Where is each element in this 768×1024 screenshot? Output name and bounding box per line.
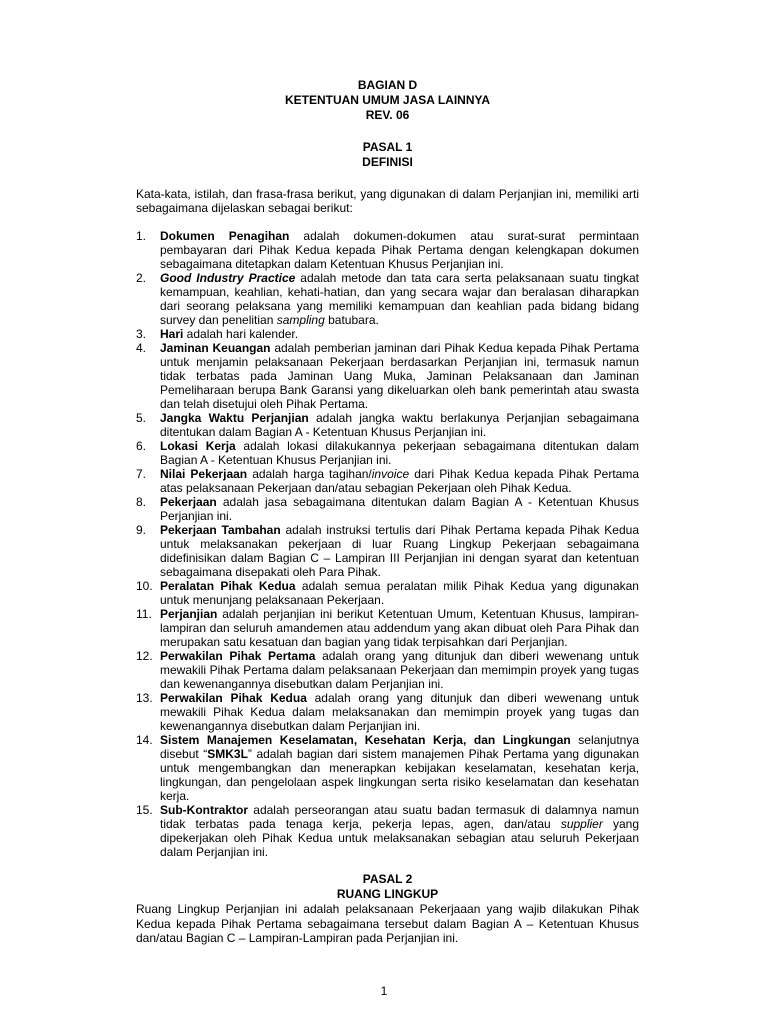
item-number: 6. xyxy=(136,439,147,454)
item-number: 5. xyxy=(136,411,147,426)
definition-text: adalah metode dan tata cara serta pelaksanaan suatu tingkat kemampuan, keahlian, kehati-hatian, dan yang secara wajar dan beralasan diharapkan dari seorang pelaksana yang memiliki kemampuan dan keahlian pada bidang bidang survey dan penelitian xyxy=(160,271,639,328)
revision-label: REV. 06 xyxy=(365,108,410,122)
definition-text: adalah perjanjian ini berikut Ketentuan Umum, Ketentuan Khusus, lampiran-lampiran dan seluruh amandemen atau addendum yang akan dibuat oleh Para Pihak dan merupakan satu kesatuan dan bagian yang tidak terpisahkan dari Perjanjian. xyxy=(160,607,639,650)
definition-text: adalah dokumen-dokumen atau surat-surat permintaan pembayaran dari Pihak Kedua kepada Pihak Pertama dengan kelengkapan dokumen sebagaimana ditetapkan dalam Ketentuan Khusus Perjanjian ini. xyxy=(160,229,639,272)
pasal2-title: RUANG LINGKUP xyxy=(336,887,439,902)
item-number: 4. xyxy=(136,341,147,356)
definition-text: adalah orang yang ditunjuk dan diberi wewenang untuk mewakili Pihak Pertama dalam pelaksanaan Pekerjaan dan memimpin proyek yang tugas dan kewenangannya disebutkan dalam Perjanjian ini. xyxy=(160,649,639,692)
definition-item xyxy=(136,691,639,733)
definition-term: Jaminan Keuangan xyxy=(160,341,271,356)
definition-abbreviation: SMK3L xyxy=(207,747,248,762)
definition-item xyxy=(136,467,639,495)
definition-text: adalah perseorangan atau suatu badan termasuk di dalamnya namun tidak terbatas pada tenaga kerja, pekerja lepas, agen, dan/atau xyxy=(160,803,639,832)
definition-text: adalah semua peralatan milik Pihak Kedua yang digunakan untuk menunjang pelaksanaan Pekerjaan. xyxy=(160,579,639,608)
item-number: 8. xyxy=(136,495,147,510)
item-number: 3. xyxy=(136,327,147,342)
definition-text: ” adalah bagian dari sistem manajemen Pihak Pertama yang digunakan untuk mengembangkan dan menerapkan kebijakan keselamatan, kesehatan kerja, lingkungan, dan pengelolaan aspek lingkungan serta risiko keselamatan dan kesehatan kerja. xyxy=(160,747,639,804)
pasal2-number: PASAL 2 xyxy=(362,872,413,887)
item-number: 10. xyxy=(136,579,153,594)
definition-term: Pekerjaan Tambahan xyxy=(160,523,281,538)
definition-text: adalah pemberian jaminan dari Pihak Kedua kepada Pihak Pertama untuk menjamin pelaksanaan Pekerjaan berdasarkan Perjanjian ini, termasuk namun tidak terbatas pada Jaminan Uang Muka, Jaminan Pelaksanaan dan Jaminan Pemeliharaan berupa Bank Garansi yang dikeluarkan oleh bank pemerintah atau swasta dan telah disetujui oleh Pihak Pertama. xyxy=(160,341,640,412)
pasal1-heading xyxy=(136,140,639,170)
definition-item xyxy=(136,341,639,411)
definition-item xyxy=(136,229,639,271)
definition-text: adalah instruksi tertulis dari Pihak Pertama kepada Pihak Kedua untuk melaksanakan pekerjaan di luar Ruang Lingkup Pekerjaan sebagaimana didefinisikan dalam Bagian C – Lampiran III Perjanjian ini dengan syarat dan ketentuan sebagaimana disepakati oleh Para Pihak. xyxy=(160,523,640,580)
definition-text: dari Pihak Kedua kepada Pihak Pertama atas pelaksanaan Pekerjaan dan/atau sebagian Pekerjaan oleh Pihak Kedua. xyxy=(160,467,639,496)
definition-term: Perwakilan Pihak Kedua xyxy=(160,691,307,706)
definition-term: Hari xyxy=(160,327,184,342)
definition-text: selanjutnya disebut “ xyxy=(160,733,640,762)
definition-text: adalah harga tagihan/ xyxy=(247,467,372,482)
definition-item xyxy=(136,803,639,859)
definition-term: Good Industry Practice xyxy=(160,271,296,286)
definition-list xyxy=(136,229,639,859)
definition-term: Dokumen Penagihan xyxy=(160,229,290,244)
document-title: KETENTUAN UMUM JASA LAINNYA xyxy=(284,93,491,107)
definition-text: adalah jasa sebagaimana ditentukan dalam Bagian A - Ketentuan Khusus Perjanjian ini. xyxy=(160,495,639,524)
definition-term: Lokasi Kerja xyxy=(160,439,236,454)
definition-term: Perjanjian xyxy=(160,607,218,622)
definition-item xyxy=(136,411,639,439)
pasal1-number: PASAL 1 xyxy=(362,140,413,154)
item-number: 7. xyxy=(136,467,147,482)
definition-item xyxy=(136,607,639,649)
item-number: 2. xyxy=(136,271,147,286)
definition-text: adalah jangka waktu berlakunya Perjanjian sebagaimana ditentukan dalam Bagian A - Ketentuan Khusus Perjanjian ini. xyxy=(160,411,639,440)
part-label: BAGIAN D xyxy=(357,78,418,92)
page-number: 1 xyxy=(380,984,388,998)
definition-term: Peralatan Pihak Kedua xyxy=(160,579,296,594)
definition-term: Pekerjaan xyxy=(160,495,217,510)
definition-text: batubara. xyxy=(324,313,379,328)
definition-item xyxy=(136,327,639,341)
definition-term: Nilai Pekerjaan xyxy=(160,467,248,482)
definition-text: adalah hari kalender. xyxy=(183,327,299,342)
definition-item xyxy=(136,439,639,467)
definition-item xyxy=(136,495,639,523)
item-number: 13. xyxy=(136,691,153,706)
pasal1-title: DEFINISI xyxy=(362,155,413,169)
item-number: 15. xyxy=(136,803,153,818)
document-header xyxy=(136,78,639,123)
pasal2-body: Ruang Lingkup Perjanjian ini adalah pelaksanaan Pekerjaaan yang wajib dilakukan Pihak Kedua kepada Pihak Pertama sebagaimana tersebut dalam Bagian A – Ketentuan Khusus dan/atau Bagian C – Lampiran-Lampiran pada Perjanjian ini. xyxy=(136,902,639,945)
definition-emphasis: supplier xyxy=(560,817,603,832)
item-number: 11. xyxy=(136,607,152,622)
definition-item xyxy=(136,733,639,803)
definition-term: Sub-Kontraktor xyxy=(160,803,248,818)
item-number: 1. xyxy=(136,229,147,244)
definition-item xyxy=(136,271,639,327)
pasal2-heading xyxy=(136,872,639,902)
definition-text: adalah lokasi dilakukannya pekerjaan sebagaimana ditentukan dalam Bagian A - Ketentuan Khusus Perjanjian ini. xyxy=(160,439,640,468)
document-content xyxy=(136,78,639,945)
definition-term: Sistem Manajemen Keselamatan, Kesehatan Kerja, dan Lingkungan xyxy=(160,733,571,748)
pasal1-intro: Kata-kata, istilah, dan frasa-frasa berikut, yang digunakan di dalam Perjanjian ini, memiliki arti sebagaimana dijelaskan sebagai berikut: xyxy=(136,187,639,216)
item-number: 14. xyxy=(136,733,153,748)
definition-emphasis: sampling xyxy=(276,313,325,328)
definition-term: Perwakilan Pihak Pertama xyxy=(160,649,316,664)
definition-item xyxy=(136,649,639,691)
definition-text: adalah orang yang ditunjuk dan diberi wewenang untuk mewakili Pihak Kedua dalam melaksanakan dan memimpin proyek yang tugas dan kewenangannya disebutkan dalam Perjanjian ini. xyxy=(160,691,639,734)
definition-text: yang dipekerjakan oleh Pihak Kedua untuk melaksanakan sebagian atau seluruh Pekerjaan dalam Perjanjian ini. xyxy=(160,817,640,860)
definition-item xyxy=(136,523,639,579)
definition-item xyxy=(136,579,639,607)
definition-term: Jangka Waktu Perjanjian xyxy=(160,411,309,426)
item-number: 12. xyxy=(136,649,153,664)
definition-emphasis: invoice xyxy=(371,467,410,482)
item-number: 9. xyxy=(136,523,147,538)
